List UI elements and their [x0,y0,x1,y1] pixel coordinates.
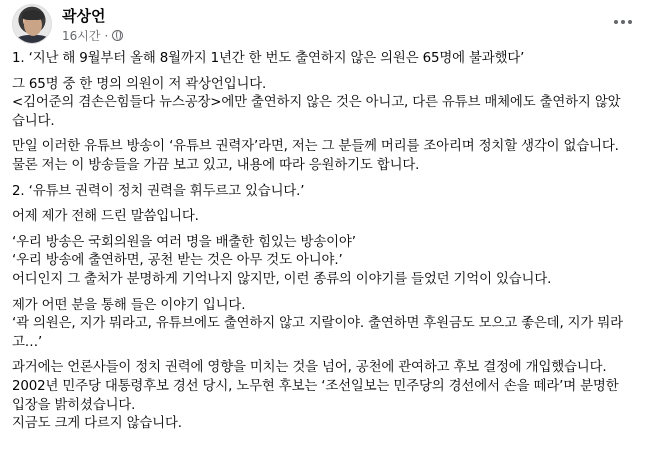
post-text-line: 1. ‘지난 해 9월부터 올해 8월까지 1년간 한 번도 출연하지 않은 의원은 65명에 불과했다’ [12,51,525,66]
post-text-line: 2002년 민주당 대통령후보 경선 당시, 노무현 후보는 ‘조선일보는 민주당의 경선에서 손을 떼라’며 분명한 [12,378,619,394]
post-text-line: 고…’ [12,334,43,350]
more-options-icon[interactable] [609,10,637,34]
post-text-line: 어제 제가 전해 드린 말씀입니다. [12,209,199,225]
post-text-line: <김어준의 겸손은힘들다 뉴스공장>에만 출연하지 않은 것은 아니고, 다른 유튜브 매체에도 출연하지 않았 [12,95,621,111]
post-header [6,0,651,50]
post-meta [62,27,123,44]
post-text-line: ‘곽 의원은, 지가 뭐라고, 유튜브에도 출연하지 않고 지랄이야. 출연하면 후원금도 모으고 좋은데, 지가 뭐라 [12,316,623,332]
paragraph-gap [12,131,651,138]
paragraph-gap [12,227,651,234]
author-avatar[interactable] [12,4,52,44]
paragraph-gap [12,201,651,208]
post-text-line: 과거에는 언론사들이 정치 권력에 영향을 미치는 것을 넘어, 공천에 관여하고 후보 결정에 개입했습니다. [12,360,607,376]
post-text-line: 제가 어떤 분을 통해 들은 이야기 입니다. [12,297,246,313]
post-text-line: ‘우리 방송은 국회의원을 여러 명을 배출한 힘있는 방송이야’ [12,234,356,250]
author-name[interactable]: 곽상언 [62,7,106,25]
post-text-line: 만일 이러한 유튜브 방송이 ‘유튜브 권력자’라면, 저는 그 분들께 머리를 조아리며 정치할 생각이 없습니다. [12,139,619,155]
paragraph-gap [12,290,651,297]
post-timestamp[interactable]: 16시간 [62,29,101,43]
post-text-line: 지금도 크게 다르지 않습니다. [12,416,182,432]
post-text-line: 습니다. [12,113,55,129]
paragraph-gap [12,352,651,359]
post-text-line: 입장을 밝히셨습니다. [12,397,136,413]
post-body [6,50,651,434]
post-text-line: 2. ‘유튜브 권력이 정치 권력을 휘두르고 있습니다.’ [12,183,305,199]
globe-icon [112,30,123,41]
post-text-line: 물론 저는 이 방송들을 가끔 보고 있고, 내용에 따라 응원하기도 합니다. [12,157,420,173]
paragraph-gap [12,69,651,76]
post-text-line: 어디인지 그 출처가 분명하게 기억나지 않지만, 이런 종류의 이야기를 들었던 기억이 있습니다. [12,271,552,287]
paragraph-gap [12,176,651,183]
meta-separator: · [104,28,109,43]
post-text-line: ‘우리 방송에 출연하면, 공천 받는 것은 아무 것도 아니야.’ [12,253,343,269]
post-text-line: 그 65명 중 한 명의 의원이 저 곽상언입니다. [12,76,267,92]
